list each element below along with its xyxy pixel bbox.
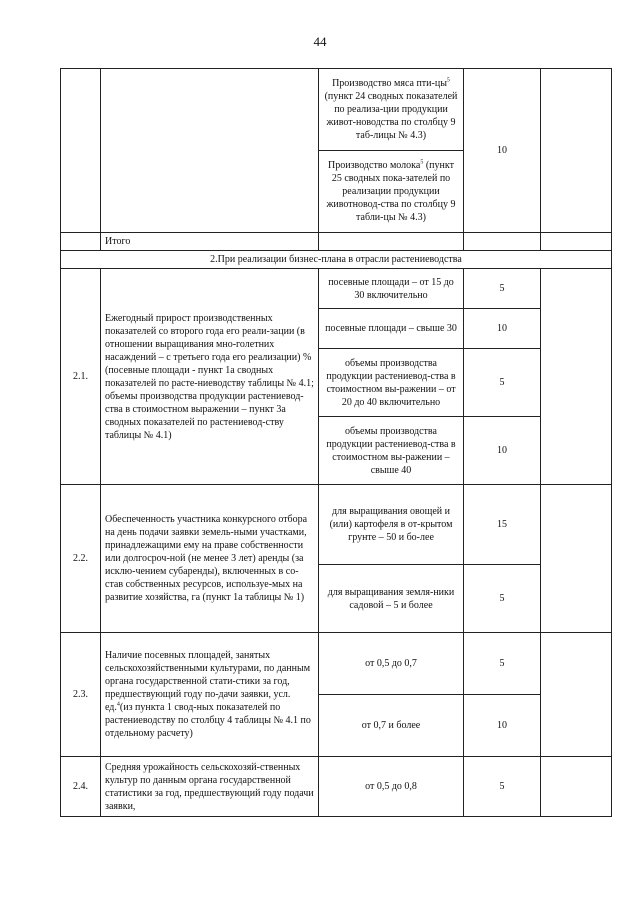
section-header-row	[61, 251, 612, 269]
score-cell: 5	[464, 269, 541, 309]
num-cell	[61, 233, 101, 251]
empty-cell	[319, 233, 464, 251]
score-cell: 15	[464, 485, 541, 565]
section-title: 2.При реализации бизнес-плана в отрасли растениеводства	[61, 251, 612, 269]
row-number: 2.2.	[61, 485, 101, 633]
score-cell: 5	[464, 757, 541, 817]
description-text-rest: (из пункта 1 свод-ных показателей по растениеводству по столбцу 4 таблицы № 4.1 по отдельному расчету)	[105, 702, 311, 739]
footnote-marker: 5	[420, 159, 424, 166]
table-row	[61, 69, 612, 151]
num-cell	[61, 69, 101, 233]
criterion-cell: от 0,5 до 0,7	[319, 633, 464, 695]
table-row	[61, 269, 612, 309]
empty-cell	[541, 485, 612, 633]
description-text: Наличие посевных площадей, занятых сельскохозяйственными культурами, по данным органа государственной стати-стики за год, предшествующий году по-дачи заявки, усл. ед.	[105, 650, 311, 713]
total-label: Итого	[101, 233, 319, 251]
description-cell: Ежегодный прирост производственных показателей со второго года его реали-зации (в отношении выращивания мно-голетних насаждений – с третьего года его реализации) % (посевные площади - пункт 1а сводных показателей по расте-ниеводству таблицы № 4.1; объемы производства продукции растениевод-ства в стоимостном выражении – пункт 3а сводных показателей по растениевод-ству таблицы № 4.1)	[101, 269, 319, 485]
row-number: 2.1.	[61, 269, 101, 485]
criterion-cell: объемы производства продукции растениевод-ства в стоимостном вы-ражении – от 20 до 40 включительно	[319, 349, 464, 417]
score-cell: 5	[464, 565, 541, 633]
criterion-cell: от 0,5 до 0,8	[319, 757, 464, 817]
row-number: 2.4.	[61, 757, 101, 817]
empty-cell	[541, 69, 612, 233]
criterion-text: Производство мяса пти-цы	[332, 78, 447, 89]
criteria-table	[60, 68, 612, 817]
footnote-marker: 5	[446, 77, 450, 84]
table-row	[61, 633, 612, 695]
criterion-text: Производство молока	[328, 160, 421, 171]
score-cell: 5	[464, 349, 541, 417]
score-cell: 10	[464, 417, 541, 485]
empty-cell	[541, 633, 612, 757]
score-cell: 5	[464, 633, 541, 695]
criterion-text-rest: (пункт 24 сводных показателей по реализа-ции продукции живот-новодства по столбцу 9 таб-лицы № 4.3)	[324, 91, 458, 141]
criterion-cell: для выращивания земля-ники садовой – 5 и более	[319, 565, 464, 633]
criterion-cell	[319, 69, 464, 151]
table-row	[61, 757, 612, 817]
criterion-text-rest: (пункт 25 сводных пока-зателей по реализации продукции животновод-ства по столбцу 9 табли-цы № 4.3)	[326, 160, 456, 223]
criterion-cell: объемы производства продукции растениевод-ства в стоимостном вы-ражении – свыше 40	[319, 417, 464, 485]
empty-cell	[541, 757, 612, 817]
table-row	[61, 485, 612, 565]
score-cell: 10	[464, 69, 541, 233]
description-cell	[101, 69, 319, 233]
score-cell: 10	[464, 309, 541, 349]
criterion-cell: для выращивания овощей и (или) картофеля в от-крытом грунте – 50 и бо-лее	[319, 485, 464, 565]
criterion-cell: посевные площади – свыше 30	[319, 309, 464, 349]
criterion-cell: посевные площади – от 15 до 30 включительно	[319, 269, 464, 309]
criterion-cell	[319, 151, 464, 233]
empty-cell	[541, 269, 612, 485]
description-cell	[101, 633, 319, 757]
footnote-marker: 4	[116, 701, 120, 708]
description-cell: Обеспеченность участника конкурсного отбора на день подачи заявки земель-ными участками, принадлежащими ему на праве собственности или долгосроч-ной (не менее 3 лет) аренды (за исклю-чением субаренды), включенных в со-став собственных ресурсов, используе-мых на развитие хозяйства, га (пункт 1а таблицы № 1)	[101, 485, 319, 633]
description-cell: Средняя урожайность сельскохозяй-ственных культур по данным органа государственной статистики за год, предшествующий году подачи заявки,	[101, 757, 319, 817]
row-number: 2.3.	[61, 633, 101, 757]
criterion-cell: от 0,7 и более	[319, 695, 464, 757]
page-number: 44	[313, 34, 327, 49]
empty-cell	[464, 233, 541, 251]
score-cell: 10	[464, 695, 541, 757]
total-row	[61, 233, 612, 251]
empty-cell	[541, 233, 612, 251]
